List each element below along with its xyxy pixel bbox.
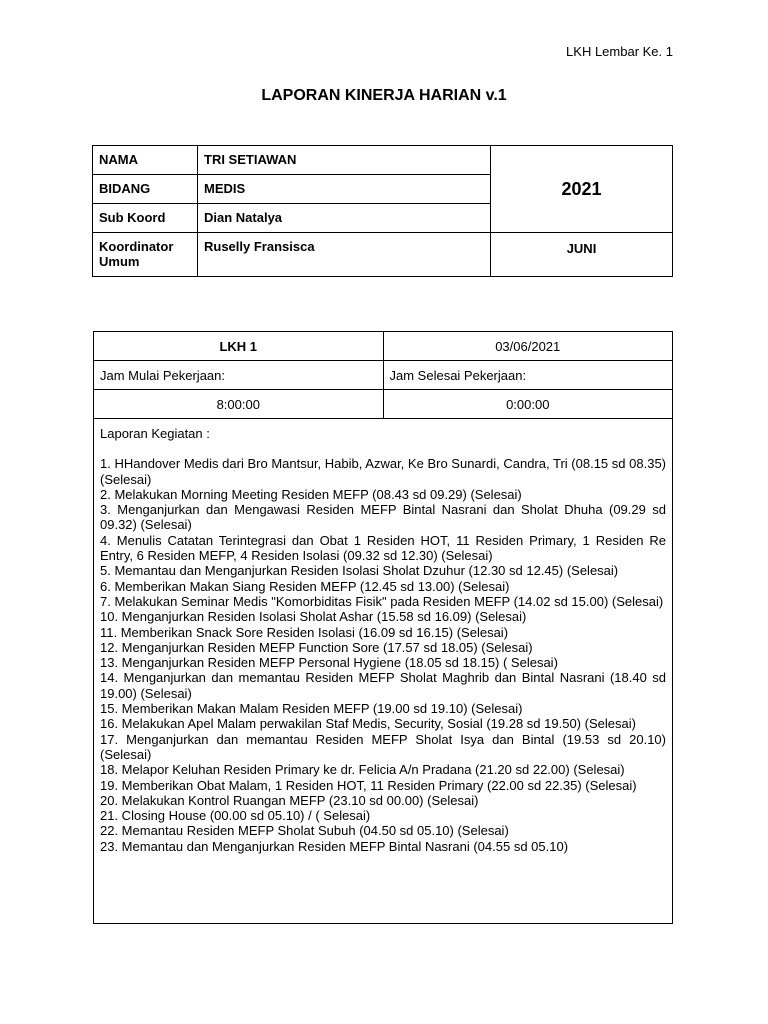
- start-time-value: 8:00:00: [94, 390, 384, 419]
- report-item: 6. Memberikan Makan Siang Residen MEFP (12.45 sd 13.00) (Selesai): [100, 578, 510, 594]
- month-cell: JUNI: [491, 233, 673, 277]
- info-row-nama: [93, 146, 673, 175]
- nama-label: NAMA: [93, 146, 198, 175]
- report-item: 18. Melapor Keluhan Residen Primary ke dr. Felicia A/n Pradana (21.20 sd 22.00) (Selesai): [100, 762, 625, 778]
- report-heading: Laporan Kegiatan :: [100, 426, 210, 441]
- end-time-value: 0:00:00: [383, 390, 673, 419]
- lkh-time-label-row: [94, 361, 673, 390]
- subkoord-label: Sub Koord: [93, 204, 198, 233]
- report-item: 12. Menganjurkan Residen MEFP Function Sore (17.57 sd 18.05) (Selesai): [100, 639, 533, 655]
- lkh-table: [93, 331, 673, 419]
- report-item: 13. Menganjurkan Residen MEFP Personal Hygiene (18.05 sd 18.15) ( Selesai): [100, 655, 558, 671]
- info-row-koordinator: [93, 233, 673, 277]
- year-cell: 2021: [491, 146, 673, 233]
- lkh-header-row: [94, 332, 673, 361]
- lkh-number: LKH 1: [94, 332, 384, 361]
- report-item: 4. Menulis Catatan Terintegrasi dan Obat 1 Residen HOT, 11 Residen Primary, 1 Residen Re Entry, 6 Residen MEFP, 4 Residen Isolasi (09.32 sd 12.30) (Selesai): [100, 532, 666, 564]
- report-item: 11. Memberikan Snack Sore Residen Isolasi (16.09 sd 16.15) (Selesai): [100, 624, 509, 640]
- activity-report: [93, 417, 673, 924]
- sheet-label: LKH Lembar Ke. 1: [566, 44, 673, 59]
- report-item: 21. Closing House (00.00 sd 05.10) / ( Selesai): [100, 808, 371, 824]
- report-item: 22. Memantau Residen MEFP Sholat Subuh (04.50 sd 05.10) (Selesai): [100, 823, 509, 839]
- report-item: 7. Melakukan Seminar Medis "Komorbiditas Fisik" pada Residen MEFP (14.02 sd 15.00) (Selesai): [100, 593, 664, 609]
- report-item: 20. Melakukan Kontrol Ruangan MEFP (23.10 sd 00.00) (Selesai): [100, 792, 479, 808]
- bidang-value: MEDIS: [198, 175, 491, 204]
- lkh-time-value-row: [94, 390, 673, 419]
- report-item: 17. Menganjurkan dan memantau Residen MEFP Sholat Isya dan Bintal (19.53 sd 20.10) (Selesai): [100, 731, 666, 762]
- report-item: 23. Memantau dan Menganjurkan Residen MEFP Bintal Nasrani (04.55 sd 05.10): [100, 838, 569, 854]
- report-item: 1. HHandover Medis dari Bro Mantsur, Habib, Azwar, Ke Bro Sunardi, Candra, Tri (08.15 sd 08.35) (Selesai): [100, 456, 666, 487]
- start-time-label: Jam Mulai Pekerjaan:: [94, 361, 384, 390]
- end-time-label: Jam Selesai Pekerjaan:: [383, 361, 673, 390]
- document-title: LAPORAN KINERJA HARIAN v.1: [261, 87, 507, 104]
- report-item: 14. Menganjurkan dan memantau Residen MEFP Sholat Maghrib dan Bintal Nasrani (18.40 sd 19.00) (Selesai): [100, 670, 666, 701]
- report-item: 16. Melakukan Apel Malam perwakilan Staf Medis, Security, Sosial (19.28 sd 19.50) (Selesai): [100, 716, 636, 732]
- report-item: 3. Menganjurkan dan Mengawasi Residen MEFP Bintal Nasrani dan Sholat Dhuha (09.29 sd 09.32) (Selesai): [100, 502, 666, 533]
- report-item: 15. Memberikan Makan Malam Residen MEFP (19.00 sd 19.10) (Selesai): [100, 701, 523, 717]
- nama-value: TRI SETIAWAN: [198, 146, 491, 175]
- lkh-date: 03/06/2021: [383, 332, 673, 361]
- koordinator-value: Ruselly Fransisca: [198, 233, 491, 277]
- subkoord-value: Dian Natalya: [198, 204, 491, 233]
- employee-info-table: [92, 145, 673, 277]
- koordinator-label: Koordinator Umum: [93, 233, 198, 277]
- report-item: 10. Menganjurkan Residen Isolasi Sholat Ashar (15.58 sd 16.09) (Selesai): [100, 609, 527, 625]
- report-item: 19. Memberikan Obat Malam, 1 Residen HOT, 11 Residen Primary (22.00 sd 22.35) (Selesai): [100, 777, 637, 793]
- bidang-label: BIDANG: [93, 175, 198, 204]
- report-item: 5. Memantau dan Menganjurkan Residen Isolasi Sholat Dzuhur (12.30 sd 12.45) (Selesai): [100, 563, 619, 579]
- report-item: 2. Melakukan Morning Meeting Residen MEFP (08.43 sd 09.29) (Selesai): [100, 486, 522, 502]
